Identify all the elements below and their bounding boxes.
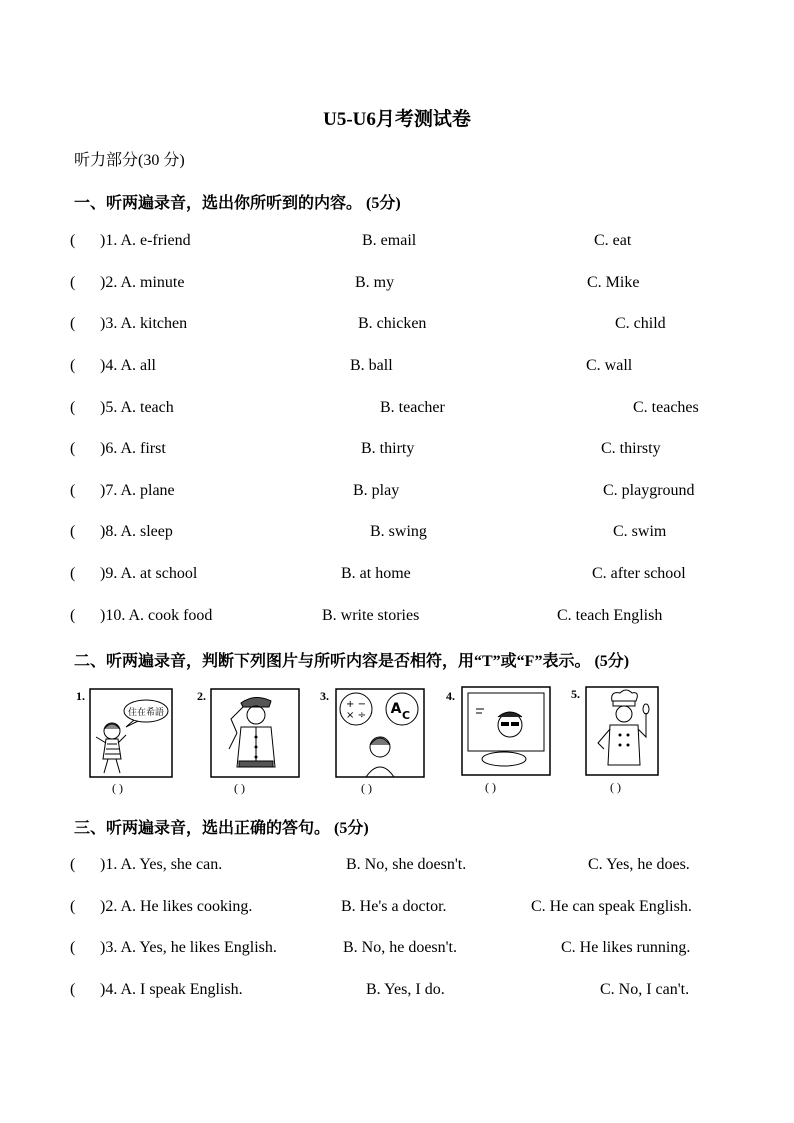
picture-3 <box>336 689 424 782</box>
page-title: U5-U6月考测试卷 <box>323 109 471 130</box>
option-c: C. teaches <box>633 399 699 416</box>
letters-text: A <box>390 701 402 717</box>
option-c: C. thirsty <box>601 440 661 457</box>
answer-paren: ( <box>70 274 76 291</box>
picture-5 <box>586 687 658 780</box>
picture-2 <box>211 689 299 782</box>
cook-picture <box>586 687 658 775</box>
answer-paren: ( <box>70 357 76 374</box>
answer-paren: ( <box>70 315 76 332</box>
question-option-a: )6. A. first <box>100 440 166 457</box>
answer-paren: ( <box>70 981 76 998</box>
option-c: C. playground <box>603 482 695 499</box>
option-c: C. teach English <box>557 607 663 624</box>
list-item <box>70 981 750 1003</box>
option-c: C. swim <box>613 523 667 540</box>
question-option-a: )1. A. Yes, she can. <box>100 856 223 873</box>
option-c: C. He likes running. <box>561 939 691 956</box>
option-b: B. No, she doesn't. <box>346 856 467 873</box>
answer-blank[interactable]: ( ) <box>234 781 245 795</box>
answer-paren: ( <box>70 898 76 915</box>
answer-paren: ( <box>70 232 76 249</box>
answer-paren: ( <box>70 939 76 956</box>
option-b: B. swing <box>370 523 427 540</box>
option-b: B. play <box>353 482 400 499</box>
option-b: B. ball <box>350 357 393 374</box>
option-b: B. thirty <box>361 440 415 457</box>
list-item <box>70 399 750 421</box>
option-c: C. after school <box>592 565 686 582</box>
girl-picture <box>90 689 172 777</box>
picture-number: 1. <box>76 689 85 703</box>
list-item <box>70 523 750 545</box>
option-c: C. He can speak English. <box>531 898 692 915</box>
answer-paren: ( <box>70 523 76 540</box>
svg-text:× ÷: × ÷ <box>346 710 366 721</box>
section1-heading: 一、听两遍录音，选出你所听到的内容。 (5分) <box>74 195 401 212</box>
answer-blank[interactable]: ( ) <box>610 780 621 794</box>
section2-heading: 二、听两遍录音，判断下列图片与所听内容是否相符，用“T”或“F”表示。 (5分) <box>74 653 630 670</box>
question-option-a: )3. A. kitchen <box>100 315 188 332</box>
question-option-a: )2. A. minute <box>100 274 185 291</box>
answer-paren: ( <box>70 565 76 582</box>
option-b: B. write stories <box>322 607 420 624</box>
policeman-picture <box>211 689 299 777</box>
question-option-a: )5. A. teach <box>100 399 174 416</box>
section3-heading: 三、听两遍录音，选出正确的答句。 (5分) <box>74 820 369 837</box>
answer-blank[interactable]: ( ) <box>112 781 123 795</box>
list-item <box>70 440 750 462</box>
option-b: B. Yes, I do. <box>366 981 445 998</box>
speech-bubble-text: 住在希語 <box>127 708 165 718</box>
list-item <box>70 482 750 504</box>
answer-paren: ( <box>70 482 76 499</box>
question-option-a: )7. A. plane <box>100 482 175 499</box>
question-option-a: )8. A. sleep <box>100 523 173 540</box>
question-option-a: )4. A. all <box>100 357 156 374</box>
list-item <box>70 939 750 961</box>
picture-number: 3. <box>320 689 329 703</box>
list-item <box>70 315 750 337</box>
answer-paren: ( <box>70 399 76 416</box>
option-b: B. No, he doesn't. <box>343 939 457 956</box>
option-b: B. He's a doctor. <box>341 898 447 915</box>
list-item <box>70 898 750 920</box>
answer-paren: ( <box>70 440 76 457</box>
option-b: B. email <box>362 232 417 249</box>
option-b: B. chicken <box>358 315 427 332</box>
picture-number: 4. <box>446 689 455 703</box>
picture-number: 2. <box>197 689 206 703</box>
math-symbols-text: + − <box>346 699 366 710</box>
list-item <box>70 856 750 878</box>
question-option-a: )2. A. He likes cooking. <box>100 898 253 915</box>
option-c: C. Yes, he does. <box>588 856 690 873</box>
option-c: C. wall <box>586 357 633 374</box>
picture-1 <box>90 689 172 782</box>
option-c: C. child <box>615 315 666 332</box>
answer-blank[interactable]: ( ) <box>485 780 496 794</box>
option-b: B. at home <box>341 565 411 582</box>
listening-label: 听力部分(30 分) <box>74 152 185 169</box>
student-thinking-picture <box>336 689 424 777</box>
list-item <box>70 274 750 296</box>
driver-picture <box>462 687 550 775</box>
question-option-a: )9. A. at school <box>100 565 198 582</box>
option-b: B. my <box>355 274 395 291</box>
answer-blank[interactable]: ( ) <box>361 781 372 795</box>
list-item <box>70 232 750 254</box>
question-option-a: )4. A. I speak English. <box>100 981 243 998</box>
question-option-a: )3. A. Yes, he likes English. <box>100 939 277 956</box>
picture-number: 5. <box>571 687 580 701</box>
answer-paren: ( <box>70 607 76 624</box>
picture-4 <box>462 687 550 780</box>
option-b: B. teacher <box>380 399 445 416</box>
option-c: C. Mike <box>587 274 640 291</box>
answer-paren: ( <box>70 856 76 873</box>
question-option-a: )10. A. cook food <box>100 607 213 624</box>
question-option-a: )1. A. e-friend <box>100 232 191 249</box>
list-item <box>70 565 750 587</box>
option-c: C. No, I can't. <box>600 981 690 998</box>
option-c: C. eat <box>594 232 632 249</box>
list-item <box>70 607 750 629</box>
list-item <box>70 357 750 379</box>
svg-text:C: C <box>401 709 411 722</box>
